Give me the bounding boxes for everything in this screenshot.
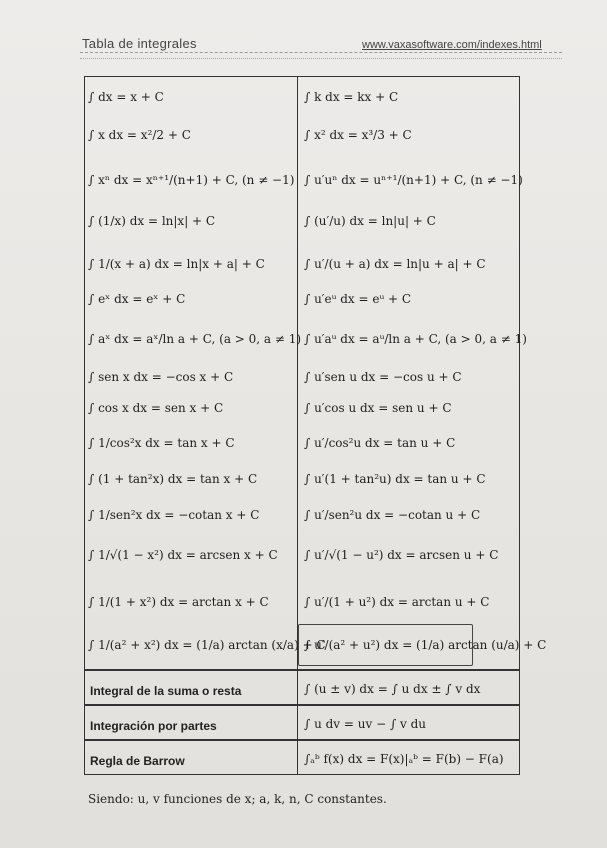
integral-left-14: ∫ 1/(1 + x²) dx = arctan x + C [88,595,269,609]
header-rule [80,52,562,59]
integral-right-10: ∫ u′/cos²u dx = tan u + C [304,436,456,450]
property-label-parts: Integración por partes [90,719,217,733]
integral-left-8: ∫ sen x dx = −cos x + C [88,370,234,384]
property-label-sum: Integral de la suma o resta [90,684,242,698]
integral-left-6: ∫ eˣ dx = eˣ + C [88,292,186,306]
integral-right-15: ∫ u′/(a² + u²) dx = (1/a) arctan (u/a) + C [304,638,547,652]
integral-right-4: ∫ (u′/u) dx = ln|u| + C [304,214,436,228]
integral-left-10: ∫ 1/cos²x dx = tan x + C [88,436,235,450]
property-label-barrow: Regla de Barrow [90,754,185,768]
integral-right-7: ∫ u′aᵘ dx = aᵘ/ln a + C, (a > 0, a ≠ 1) [304,332,527,346]
integral-right-5: ∫ u′/(u + a) dx = ln|u + a| + C [304,257,486,271]
highlighted-formula-box [298,624,473,666]
integral-right-3: ∫ u′uⁿ dx = uⁿ⁺¹/(n+1) + C, (n ≠ −1) [304,173,523,187]
table-column-divider [297,76,298,670]
property-formula-parts: ∫ u dv = uv − ∫ v du [304,717,427,731]
integral-left-15: ∫ 1/(a² + x²) dx = (1/a) arctan (x/a) + C [88,638,326,652]
property-formula-barrow: ∫ₐᵇ f(x) dx = F(x)|ₐᵇ = F(b) − F(a) [304,752,504,766]
integral-left-1: ∫ dx = x + C [88,90,164,104]
integral-right-11: ∫ u′(1 + tan²u) dx = tan u + C [304,472,486,486]
integral-right-9: ∫ u′cos u dx = sen u + C [304,401,452,415]
integral-left-12: ∫ 1/sen²x dx = −cotan x + C [88,508,260,522]
integral-right-8: ∫ u′sen u dx = −cos u + C [304,370,462,384]
integral-left-2: ∫ x dx = x²/2 + C [88,128,191,142]
source-link[interactable]: www.vaxasoftware.com/indexes.html [362,39,542,51]
integral-left-5: ∫ 1/(x + a) dx = ln|x + a| + C [88,257,265,271]
integral-left-13: ∫ 1/√(1 − x²) dx = arcsen x + C [88,548,278,562]
integral-left-3: ∫ xⁿ dx = xⁿ⁺¹/(n+1) + C, (n ≠ −1) [88,173,295,187]
integral-right-13: ∫ u′/√(1 − u²) dx = arcsen u + C [304,548,499,562]
integral-left-9: ∫ cos x dx = sen x + C [88,401,224,415]
document-title: Tabla de integrales [82,36,197,51]
footnote: Siendo: u, v funciones de x; a, k, n, C constantes. [88,792,387,806]
integral-left-4: ∫ (1/x) dx = ln|x| + C [88,214,216,228]
integral-right-2: ∫ x² dx = x³/3 + C [304,128,412,142]
integral-left-7: ∫ aˣ dx = aˣ/ln a + C, (a > 0, a ≠ 1) [88,332,302,346]
property-formula-sum: ∫ (u ± v) dx = ∫ u dx ± ∫ v dx [304,682,481,696]
integral-right-1: ∫ k dx = kx + C [304,90,399,104]
integral-right-12: ∫ u′/sen²u dx = −cotan u + C [304,508,481,522]
integral-left-11: ∫ (1 + tan²x) dx = tan x + C [88,472,258,486]
integral-right-6: ∫ u′eᵘ dx = eᵘ + C [304,292,412,306]
integral-right-14: ∫ u′/(1 + u²) dx = arctan u + C [304,595,490,609]
